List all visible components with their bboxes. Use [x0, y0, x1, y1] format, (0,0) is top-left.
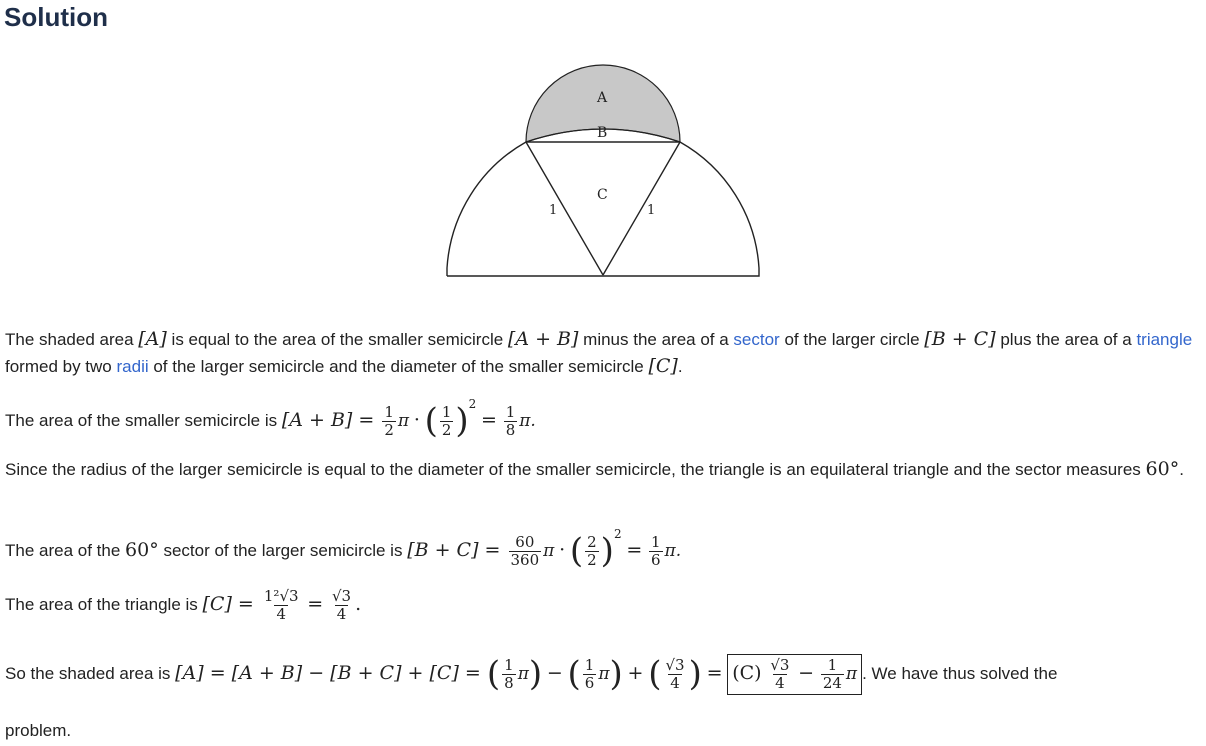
link-triangle[interactable]: triangle: [1136, 330, 1193, 349]
line-final-answer: So the shaded area is [A] = [A + B] − [B + C] + [C] = ( $\frac{1}{8}$ π) − ( $\frac{1}{6}$ π) + ( $\frac{√3}{4}$ ) = (C) $\frac{√3}{4}$ − $\frac{1}{24}$ π . We have thus solved the: [5, 654, 1058, 694]
fraction-half: $\frac{1}{2}$: [384, 403, 394, 440]
triangle-left-side: [526, 142, 603, 275]
paragraph-equilateral: Since the radius of the larger semicircle is equal to the diameter of the smaller semicircle, the triangle is an equilateral triangle and the sector measures 60°.: [5, 458, 1184, 480]
large-semicircle: [447, 142, 759, 276]
geometry-figure: [440, 58, 766, 282]
math-a-plus-b: [A + B]: [507, 328, 579, 350]
paragraph-explanation: The shaded area [A] is equal to the area of the smaller semicircle [A + B] minus the area of a sector of the larger circle [B + C] plus the area of a triangle formed by two radii of the larger semicircle and the diameter of the smaller semicircle [C].: [5, 328, 1193, 377]
label-c: C: [597, 187, 608, 203]
line-small-semicircle-area: The area of the smaller semicircle is [A + B] = $\frac{1}{2}$ π · ( $\frac{1}{2}$ )$^2$ = $\frac{1}{8}$ π.: [5, 397, 536, 442]
label-b: B: [597, 125, 608, 141]
solution-heading: Solution: [4, 2, 108, 32]
line-sector-area: The area of the 60° sector of the larger semicircle is [B + C] = $\frac{60}{360}$ π · ( $\frac{2}{2}$ )$^2$ = $\frac{1}{6}$ π.: [5, 527, 682, 572]
line-triangle-area: The area of the triangle is [C] = $\frac{\text{1²√3}}{4}$ = $\frac{√3}{4}$ .: [5, 587, 362, 623]
link-sector[interactable]: sector: [733, 330, 780, 349]
label-side-right: 1: [647, 203, 656, 218]
link-radii[interactable]: radii: [116, 357, 149, 376]
label-side-left: 1: [549, 203, 558, 218]
label-a: A: [597, 90, 608, 106]
math-a: [A]: [138, 328, 167, 350]
answer-box: (C) $\frac{√3}{4}$ − $\frac{1}{24}$ π: [727, 654, 862, 695]
triangle-right-side: [603, 142, 680, 275]
line-problem: problem.: [5, 721, 72, 740]
math-c: [C]: [648, 355, 678, 377]
math-b-plus-c: [B + C]: [924, 328, 996, 350]
